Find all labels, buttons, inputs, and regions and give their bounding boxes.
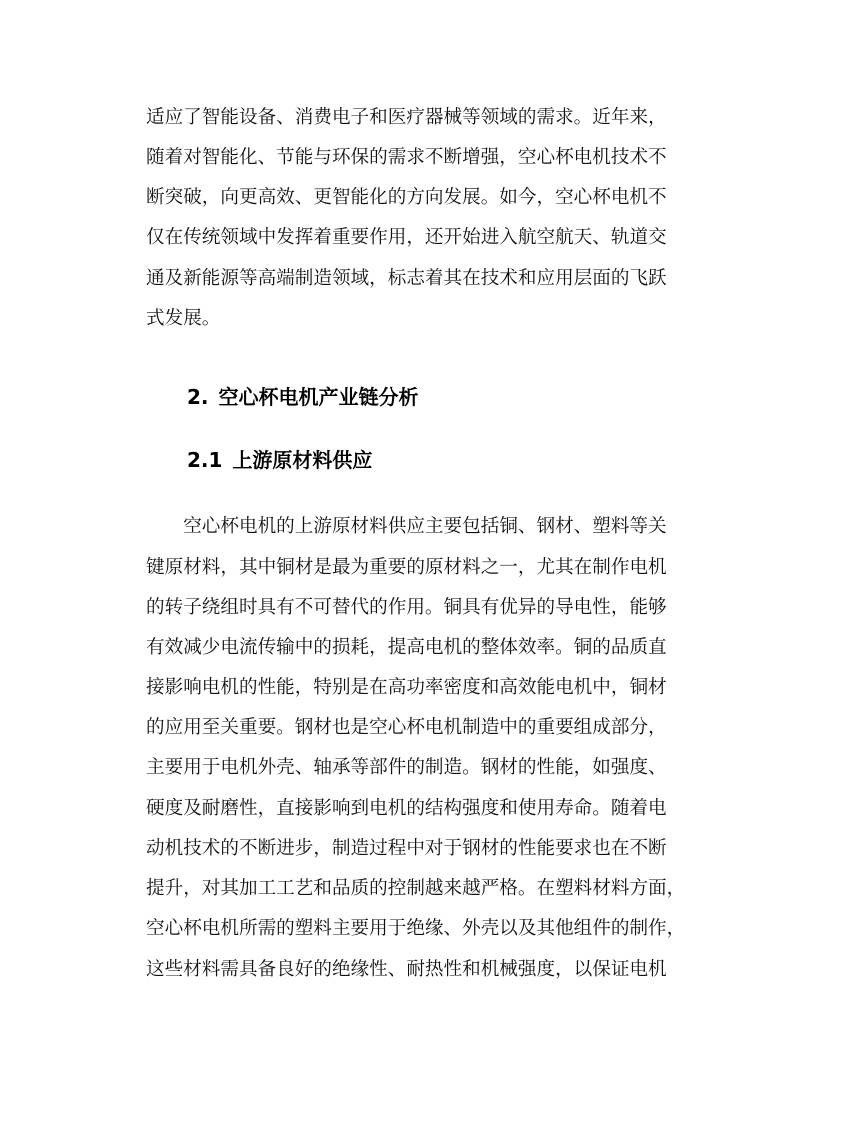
subsection-number: 2.1 [187, 448, 223, 472]
subsection-heading [187, 443, 372, 477]
paragraph-line: 提升，对其加工工艺和品质的控制越来越严格。在塑料材料方面， [146, 878, 686, 899]
intro-line: 断突破，向更高效、更智能化的方向发展。如今，空心杯电机不 [146, 187, 667, 208]
paragraph-line: 空心杯电机所需的塑料主要用于绝缘、外壳以及其他组件的制作， [146, 918, 686, 939]
section-number: 2. [187, 385, 209, 409]
paragraph-line: 动机技术的不断进步，制造过程中对于钢材的性能要求也在不断 [146, 838, 667, 859]
paragraph-line: 的转子绕组时具有不可替代的作用。铜具有优异的导电性，能够 [146, 597, 667, 618]
intro-line: 适应了智能设备、消费电子和医疗器械等领域的需求。近年来， [146, 107, 667, 128]
paragraph-line: 键原材料，其中铜材是最为重要的原材料之一，尤其在制作电机 [146, 557, 667, 578]
paragraph-line: 的应用至关重要。钢材也是空心杯电机制造中的重要组成部分， [146, 717, 667, 738]
paragraph-line: 主要用于电机外壳、轴承等部件的制造。钢材的性能，如强度、 [146, 757, 667, 778]
paragraph-line: 接影响电机的性能，特别是在高功率密度和高效能电机中，铜材 [146, 677, 667, 698]
paragraph-line: 这些材料需具备良好的绝缘性、耐热性和机械强度，以保证电机 [146, 959, 667, 980]
intro-line: 通及新能源等高端制造领域，标志着其在技术和应用层面的飞跃 [146, 268, 667, 289]
intro-line: 仅在传统领域中发挥着重要作用，还开始进入航空航天、轨道交 [146, 227, 667, 248]
intro-line: 式发展。 [146, 308, 221, 329]
subsection-title: 上游原材料供应 [232, 448, 373, 472]
paragraph-line: 空心杯电机的上游原材料供应主要包括铜、钢材、塑料等关 [146, 516, 667, 537]
section-title: 空心杯电机产业链分析 [218, 385, 419, 409]
paragraph-line: 硬度及耐磨性，直接影响到电机的结构强度和使用寿命。随着电 [146, 798, 667, 819]
paragraph-line: 有效减少电流传输中的损耗，提高电机的整体效率。铜的品质直 [146, 637, 667, 658]
intro-line: 随着对智能化、节能与环保的需求不断增强，空心杯电机技术不 [146, 147, 667, 168]
section-heading [187, 380, 419, 414]
